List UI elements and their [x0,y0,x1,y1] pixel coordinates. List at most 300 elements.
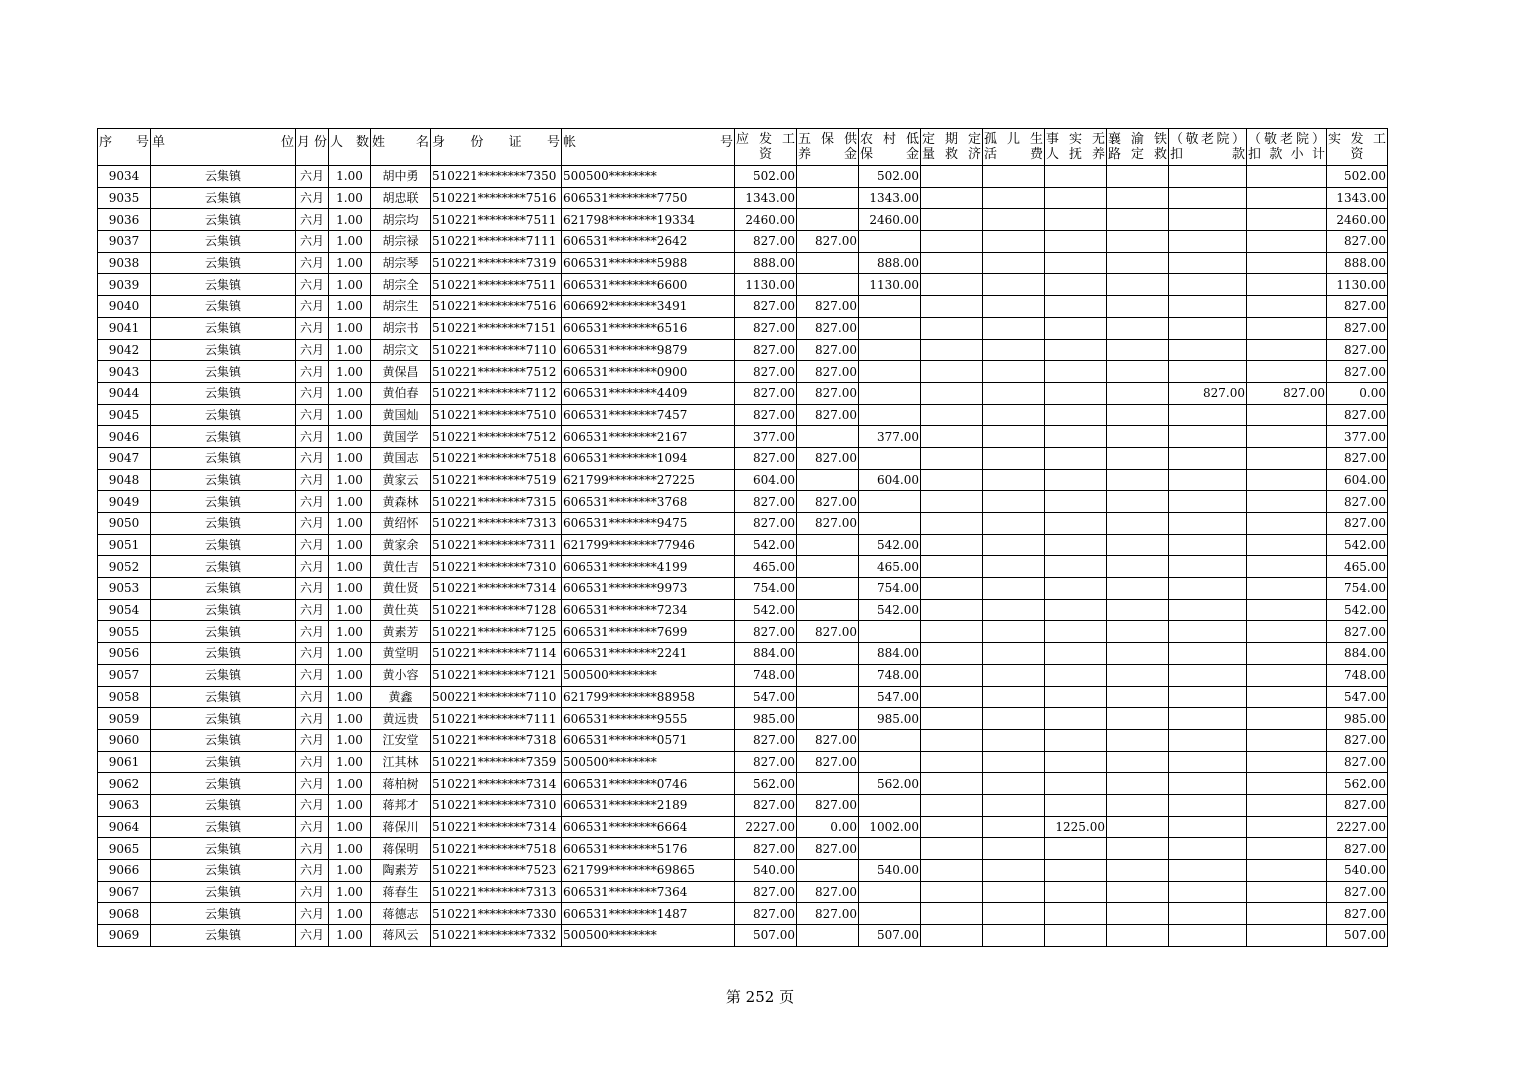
cell-unit: 云集镇 [151,382,296,404]
cell-month: 六月 [296,708,329,730]
cell-id-number: 510221********7519 [431,469,562,491]
cell-count: 1.00 [329,708,371,730]
cell-id-number: 510221********7350 [431,166,562,188]
cell-deduction-subtotal [1247,599,1327,621]
cell-seq: 9063 [98,794,151,816]
table-row [98,187,1388,209]
cell-orphan-living [983,382,1045,404]
cell-seq: 9045 [98,404,151,426]
cell-five-guarantee [797,166,859,188]
header-id-number: 身 份 证 号 [431,129,562,166]
cell-nursing-home-deduction [1169,317,1247,339]
cell-gross-pay: 507.00 [735,925,797,947]
table-row [98,382,1388,404]
cell-five-guarantee: 827.00 [797,729,859,751]
header-name: 姓 名 [371,129,431,166]
cell-deduction-subtotal [1247,404,1327,426]
cell-name: 江安堂 [371,729,431,751]
cell-gross-pay: 827.00 [735,621,797,643]
cell-name: 胡宗文 [371,339,431,361]
cell-count: 1.00 [329,491,371,513]
cell-unit: 云集镇 [151,534,296,556]
cell-month: 六月 [296,231,329,253]
cell-account: 606531********6600 [562,274,735,296]
cell-orphan-living [983,534,1045,556]
cell-count: 1.00 [329,187,371,209]
header-month: 月份 [296,129,329,166]
cell-seq: 9062 [98,773,151,795]
cell-seq: 9035 [98,187,151,209]
cell-fixed-relief [921,426,983,448]
table-row [98,274,1388,296]
cell-deduction-subtotal [1247,209,1327,231]
cell-rural-subsistence [859,794,921,816]
cell-account: 606531********5988 [562,252,735,274]
table-row [98,166,1388,188]
cell-de-facto-orphan [1045,187,1107,209]
cell-railway-relief [1107,534,1169,556]
cell-deduction-subtotal [1247,252,1327,274]
cell-seq: 9047 [98,447,151,469]
cell-fixed-relief [921,599,983,621]
cell-account: 606531********0571 [562,729,735,751]
cell-orphan-living [983,773,1045,795]
cell-railway-relief [1107,447,1169,469]
cell-net-pay: 377.00 [1327,426,1388,448]
cell-id-number: 510221********7330 [431,903,562,925]
cell-orphan-living [983,686,1045,708]
header-five-guarantee: 五 保 供 养 金 [797,129,859,166]
cell-account: 606531********1094 [562,447,735,469]
cell-name: 黄鑫 [371,686,431,708]
cell-count: 1.00 [329,578,371,600]
cell-unit: 云集镇 [151,708,296,730]
cell-orphan-living [983,925,1045,947]
cell-five-guarantee: 827.00 [797,513,859,535]
cell-fixed-relief [921,382,983,404]
cell-de-facto-orphan [1045,794,1107,816]
cell-five-guarantee: 827.00 [797,382,859,404]
cell-de-facto-orphan: 1225.00 [1045,816,1107,838]
table-row [98,860,1388,882]
cell-unit: 云集镇 [151,729,296,751]
cell-name: 黄小容 [371,664,431,686]
cell-net-pay: 827.00 [1327,404,1388,426]
cell-id-number: 510221********7314 [431,773,562,795]
cell-five-guarantee [797,209,859,231]
cell-orphan-living [983,209,1045,231]
cell-fixed-relief [921,252,983,274]
cell-five-guarantee [797,686,859,708]
cell-month: 六月 [296,382,329,404]
cell-fixed-relief [921,881,983,903]
table-row [98,361,1388,383]
cell-de-facto-orphan [1045,252,1107,274]
cell-name: 胡宗书 [371,317,431,339]
cell-deduction-subtotal [1247,816,1327,838]
header-railway-relief: 襄 渝 铁 路 定 救 [1107,129,1169,166]
cell-fixed-relief [921,643,983,665]
cell-unit: 云集镇 [151,296,296,318]
cell-unit: 云集镇 [151,925,296,947]
cell-name: 蒋德志 [371,903,431,925]
cell-seq: 9064 [98,816,151,838]
cell-rural-subsistence [859,296,921,318]
cell-gross-pay: 748.00 [735,664,797,686]
cell-orphan-living [983,252,1045,274]
cell-deduction-subtotal [1247,447,1327,469]
table-row [98,794,1388,816]
cell-name: 黄远贵 [371,708,431,730]
cell-net-pay: 754.00 [1327,578,1388,600]
cell-five-guarantee [797,252,859,274]
cell-month: 六月 [296,361,329,383]
cell-account: 621799********88958 [562,686,735,708]
cell-unit: 云集镇 [151,469,296,491]
cell-seq: 9056 [98,643,151,665]
cell-de-facto-orphan [1045,621,1107,643]
cell-net-pay: 827.00 [1327,751,1388,773]
page-number: 第 252 页 [725,988,795,1006]
cell-unit: 云集镇 [151,513,296,535]
cell-rural-subsistence: 377.00 [859,426,921,448]
cell-de-facto-orphan [1045,860,1107,882]
cell-seq: 9046 [98,426,151,448]
cell-railway-relief [1107,838,1169,860]
cell-account: 606531********9555 [562,708,735,730]
cell-fixed-relief [921,729,983,751]
cell-deduction-subtotal [1247,773,1327,795]
cell-net-pay: 888.00 [1327,252,1388,274]
cell-gross-pay: 827.00 [735,404,797,426]
cell-account: 606531********9879 [562,339,735,361]
cell-seq: 9040 [98,296,151,318]
cell-name: 蒋邦才 [371,794,431,816]
cell-gross-pay: 542.00 [735,534,797,556]
cell-net-pay: 562.00 [1327,773,1388,795]
table-row [98,209,1388,231]
cell-railway-relief [1107,426,1169,448]
cell-railway-relief [1107,708,1169,730]
cell-seq: 9055 [98,621,151,643]
cell-net-pay: 827.00 [1327,621,1388,643]
cell-unit: 云集镇 [151,556,296,578]
cell-rural-subsistence [859,382,921,404]
cell-gross-pay: 827.00 [735,903,797,925]
cell-five-guarantee: 827.00 [797,231,859,253]
table-row [98,816,1388,838]
cell-net-pay: 465.00 [1327,556,1388,578]
cell-id-number: 510221********7111 [431,231,562,253]
cell-orphan-living [983,404,1045,426]
cell-fixed-relief [921,860,983,882]
cell-seq: 9068 [98,903,151,925]
cell-net-pay: 827.00 [1327,794,1388,816]
cell-seq: 9061 [98,751,151,773]
cell-orphan-living [983,729,1045,751]
cell-railway-relief [1107,664,1169,686]
cell-account: 606531********9475 [562,513,735,535]
table-row [98,426,1388,448]
cell-rural-subsistence: 884.00 [859,643,921,665]
cell-nursing-home-deduction [1169,599,1247,621]
cell-unit: 云集镇 [151,881,296,903]
table-row [98,664,1388,686]
cell-count: 1.00 [329,469,371,491]
table-row [98,773,1388,795]
cell-count: 1.00 [329,860,371,882]
header-count: 人 数 [329,129,371,166]
cell-month: 六月 [296,296,329,318]
cell-nursing-home-deduction [1169,751,1247,773]
cell-de-facto-orphan [1045,708,1107,730]
cell-month: 六月 [296,925,329,947]
cell-name: 黄国灿 [371,404,431,426]
cell-count: 1.00 [329,166,371,188]
cell-five-guarantee: 827.00 [797,903,859,925]
cell-id-number: 500221********7110 [431,686,562,708]
cell-nursing-home-deduction [1169,361,1247,383]
cell-de-facto-orphan [1045,751,1107,773]
table-row [98,751,1388,773]
cell-unit: 云集镇 [151,426,296,448]
cell-rural-subsistence [859,838,921,860]
cell-de-facto-orphan [1045,339,1107,361]
cell-month: 六月 [296,187,329,209]
cell-deduction-subtotal [1247,708,1327,730]
cell-gross-pay: 754.00 [735,578,797,600]
cell-gross-pay: 377.00 [735,426,797,448]
cell-id-number: 510221********7518 [431,838,562,860]
cell-nursing-home-deduction [1169,491,1247,513]
cell-gross-pay: 547.00 [735,686,797,708]
cell-count: 1.00 [329,447,371,469]
cell-unit: 云集镇 [151,621,296,643]
cell-count: 1.00 [329,773,371,795]
cell-de-facto-orphan [1045,469,1107,491]
cell-five-guarantee [797,274,859,296]
cell-gross-pay: 502.00 [735,166,797,188]
cell-nursing-home-deduction [1169,339,1247,361]
cell-railway-relief [1107,621,1169,643]
header-account: 帐 号 [562,129,735,166]
cell-fixed-relief [921,404,983,426]
cell-five-guarantee [797,664,859,686]
cell-fixed-relief [921,794,983,816]
cell-nursing-home-deduction [1169,469,1247,491]
cell-name: 黄仕英 [371,599,431,621]
cell-five-guarantee: 827.00 [797,404,859,426]
cell-id-number: 510221********7318 [431,729,562,751]
cell-deduction-subtotal: 827.00 [1247,382,1327,404]
cell-id-number: 510221********7121 [431,664,562,686]
cell-nursing-home-deduction [1169,881,1247,903]
cell-account: 606531********4199 [562,556,735,578]
cell-five-guarantee [797,708,859,730]
cell-five-guarantee: 827.00 [797,751,859,773]
cell-rural-subsistence [859,361,921,383]
cell-seq: 9051 [98,534,151,556]
cell-gross-pay: 2227.00 [735,816,797,838]
cell-railway-relief [1107,860,1169,882]
cell-fixed-relief [921,339,983,361]
cell-seq: 9069 [98,925,151,947]
table-row [98,296,1388,318]
cell-nursing-home-deduction [1169,773,1247,795]
cell-fixed-relief [921,578,983,600]
header-gross-pay: 应 发 工 资 [735,129,797,166]
cell-five-guarantee: 0.00 [797,816,859,838]
table-row [98,729,1388,751]
cell-count: 1.00 [329,231,371,253]
cell-seq: 9043 [98,361,151,383]
table-row [98,404,1388,426]
cell-count: 1.00 [329,599,371,621]
cell-railway-relief [1107,751,1169,773]
cell-month: 六月 [296,426,329,448]
cell-count: 1.00 [329,382,371,404]
cell-nursing-home-deduction [1169,274,1247,296]
cell-five-guarantee: 827.00 [797,838,859,860]
cell-unit: 云集镇 [151,404,296,426]
cell-count: 1.00 [329,816,371,838]
cell-fixed-relief [921,361,983,383]
cell-net-pay: 827.00 [1327,296,1388,318]
cell-orphan-living [983,187,1045,209]
cell-orphan-living [983,816,1045,838]
cell-month: 六月 [296,773,329,795]
cell-rural-subsistence [859,903,921,925]
cell-de-facto-orphan [1045,925,1107,947]
cell-orphan-living [983,469,1045,491]
cell-month: 六月 [296,513,329,535]
cell-nursing-home-deduction: 827.00 [1169,382,1247,404]
table-row [98,556,1388,578]
cell-nursing-home-deduction [1169,252,1247,274]
cell-fixed-relief [921,469,983,491]
cell-rural-subsistence: 562.00 [859,773,921,795]
cell-count: 1.00 [329,751,371,773]
cell-name: 蒋柏树 [371,773,431,795]
cell-account: 606531********6664 [562,816,735,838]
cell-net-pay: 884.00 [1327,643,1388,665]
cell-account: 500500******** [562,664,735,686]
cell-net-pay: 827.00 [1327,838,1388,860]
cell-gross-pay: 827.00 [735,231,797,253]
cell-unit: 云集镇 [151,447,296,469]
cell-month: 六月 [296,404,329,426]
table-row [98,231,1388,253]
table-body [98,166,1388,947]
cell-month: 六月 [296,578,329,600]
cell-unit: 云集镇 [151,816,296,838]
cell-name: 胡忠联 [371,187,431,209]
cell-five-guarantee [797,534,859,556]
cell-count: 1.00 [329,621,371,643]
cell-count: 1.00 [329,426,371,448]
cell-nursing-home-deduction [1169,686,1247,708]
cell-gross-pay: 827.00 [735,382,797,404]
header-deduction-subtotal: （敬老院） 扣 款 小 计 [1247,129,1327,166]
table-row [98,925,1388,947]
cell-orphan-living [983,794,1045,816]
cell-name: 胡宗琴 [371,252,431,274]
cell-five-guarantee: 827.00 [797,339,859,361]
cell-name: 黄国学 [371,426,431,448]
header-unit: 单 位 [151,129,296,166]
cell-net-pay: 2227.00 [1327,816,1388,838]
cell-name: 蒋春生 [371,881,431,903]
cell-count: 1.00 [329,296,371,318]
table-row [98,317,1388,339]
cell-month: 六月 [296,469,329,491]
cell-orphan-living [983,513,1045,535]
cell-railway-relief [1107,404,1169,426]
cell-id-number: 510221********7311 [431,534,562,556]
cell-id-number: 510221********7332 [431,925,562,947]
cell-net-pay: 827.00 [1327,231,1388,253]
cell-account: 606531********7457 [562,404,735,426]
cell-orphan-living [983,426,1045,448]
header-orphan-living: 孤 儿 生 活 费 [983,129,1045,166]
cell-deduction-subtotal [1247,296,1327,318]
cell-orphan-living [983,860,1045,882]
cell-deduction-subtotal [1247,187,1327,209]
cell-name: 黄素芳 [371,621,431,643]
cell-deduction-subtotal [1247,643,1327,665]
cell-gross-pay: 827.00 [735,447,797,469]
cell-net-pay: 985.00 [1327,708,1388,730]
cell-railway-relief [1107,166,1169,188]
cell-de-facto-orphan [1045,361,1107,383]
cell-account: 606531********2642 [562,231,735,253]
cell-de-facto-orphan [1045,903,1107,925]
cell-de-facto-orphan [1045,599,1107,621]
cell-deduction-subtotal [1247,556,1327,578]
cell-five-guarantee [797,578,859,600]
cell-deduction-subtotal [1247,664,1327,686]
cell-id-number: 510221********7128 [431,599,562,621]
cell-gross-pay: 985.00 [735,708,797,730]
cell-name: 胡宗全 [371,274,431,296]
cell-five-guarantee [797,469,859,491]
cell-fixed-relief [921,317,983,339]
cell-count: 1.00 [329,794,371,816]
cell-unit: 云集镇 [151,860,296,882]
cell-orphan-living [983,317,1045,339]
header-rural-subsistence: 农 村 低 保 金 [859,129,921,166]
cell-rural-subsistence: 540.00 [859,860,921,882]
cell-unit: 云集镇 [151,339,296,361]
cell-count: 1.00 [329,513,371,535]
cell-orphan-living [983,881,1045,903]
cell-nursing-home-deduction [1169,513,1247,535]
cell-five-guarantee: 827.00 [797,447,859,469]
table-row [98,447,1388,469]
cell-orphan-living [983,751,1045,773]
cell-deduction-subtotal [1247,903,1327,925]
cell-month: 六月 [296,794,329,816]
cell-de-facto-orphan [1045,317,1107,339]
cell-account: 606531********7750 [562,187,735,209]
cell-unit: 云集镇 [151,274,296,296]
cell-fixed-relief [921,187,983,209]
cell-nursing-home-deduction [1169,447,1247,469]
cell-fixed-relief [921,621,983,643]
cell-seq: 9060 [98,729,151,751]
cell-rural-subsistence [859,491,921,513]
cell-seq: 9050 [98,513,151,535]
